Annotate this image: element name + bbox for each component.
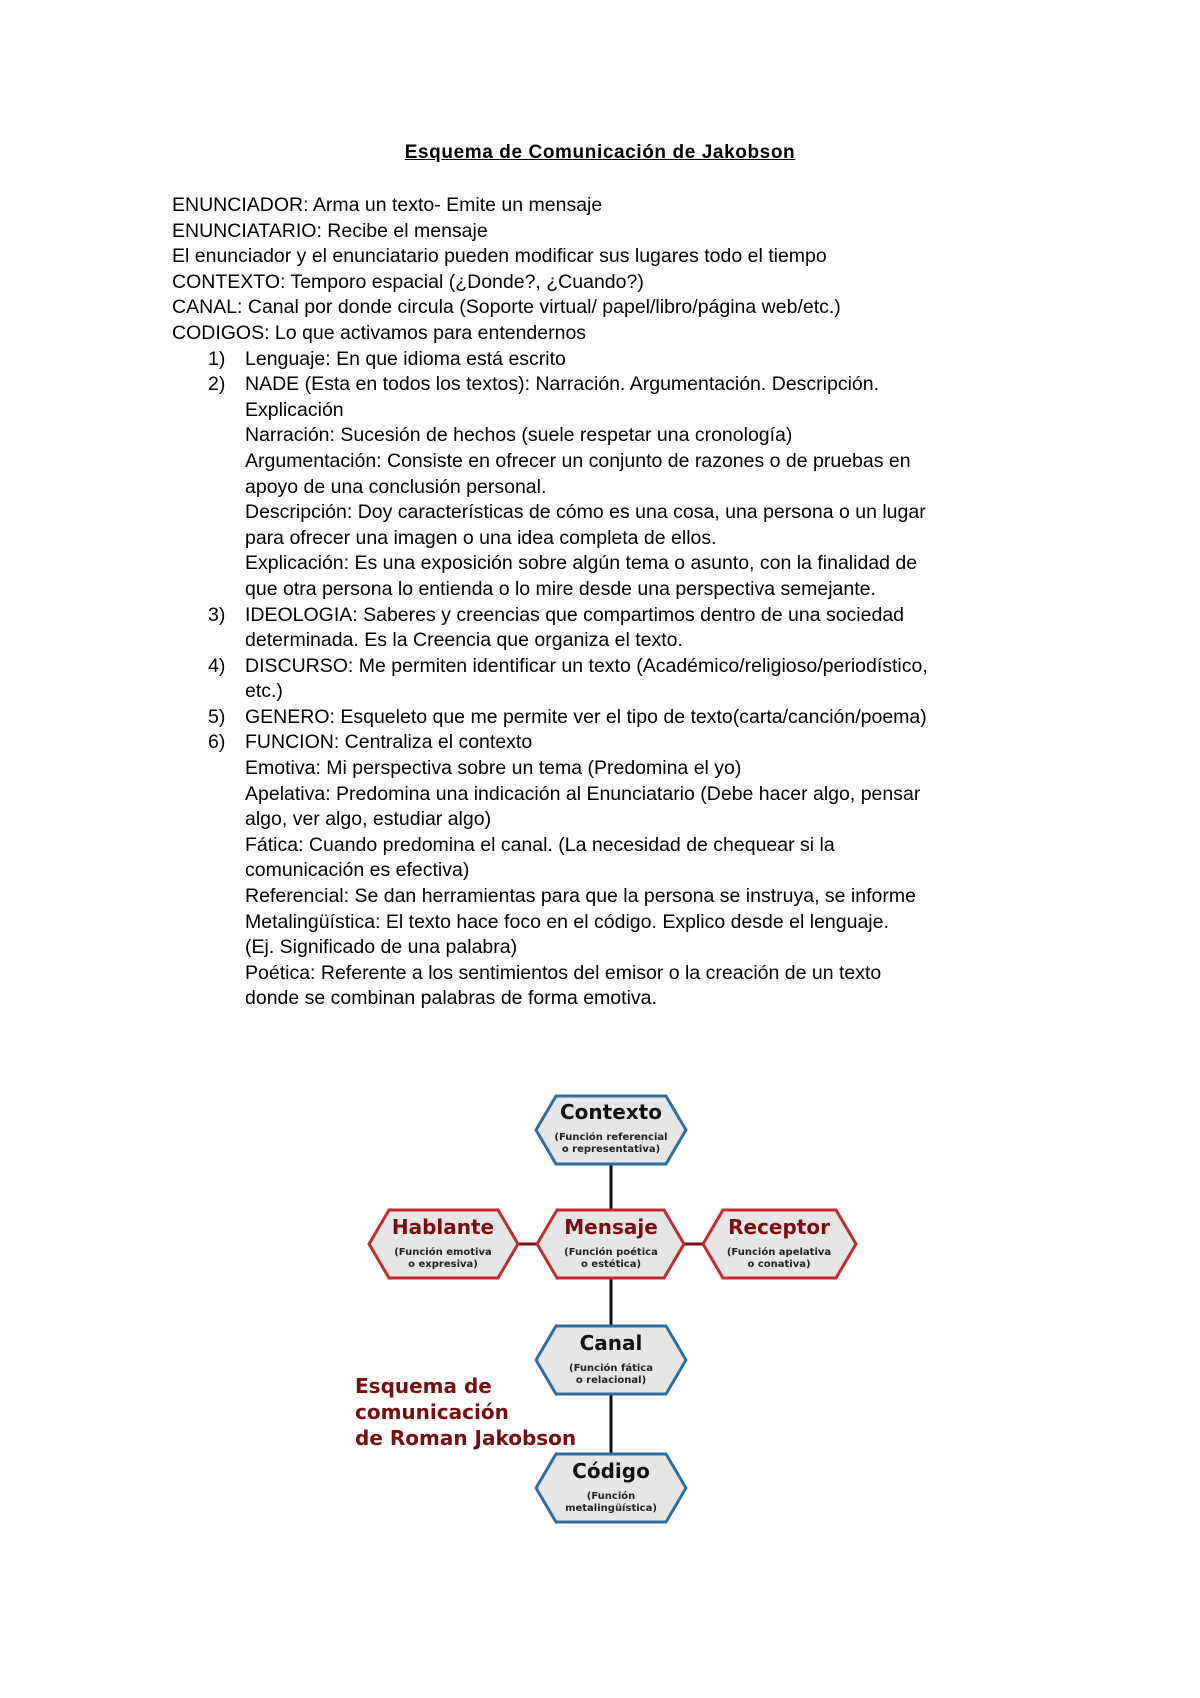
intro-line: CONTEXTO: Temporo espacial (¿Donde?, ¿Cuando?) [172, 270, 644, 293]
list-line: NADE (Esta en todos los textos): Narración. Argumentación. Descripción. [245, 373, 880, 396]
list-line: (Ej. Significado de una palabra) [245, 936, 518, 959]
list-number: 2) [208, 373, 226, 396]
mensaje-sub2: o estética) [580, 1259, 642, 1270]
diagram-caption [355, 1373, 576, 1451]
node-codigo [536, 1454, 686, 1522]
list-line: algo, ver algo, estudiar algo) [245, 808, 492, 831]
codigo-sub1: (Función [586, 1491, 636, 1502]
intro-line: El enunciador y el enunciatario pueden modificar sus lugares todo el tiempo [172, 245, 827, 268]
intro-line: CODIGOS: Lo que activamos para entendernos [172, 321, 587, 344]
list-number: 6) [208, 731, 226, 754]
contexto-sub1: (Función referencial [554, 1132, 668, 1143]
codigo-sub2: metalingüística) [565, 1503, 657, 1514]
node-mensaje [537, 1210, 684, 1278]
list-line: Poética: Referente a los sentimientos del emisor o la creación de un texto [245, 961, 882, 984]
receptor-sub2: o conativa) [747, 1259, 811, 1270]
list-line: que otra persona lo entienda o lo mire desde una perspectiva semejante. [245, 577, 876, 600]
list-number: 3) [208, 603, 226, 626]
list-line: Narración: Sucesión de hechos (suele respetar una cronología) [245, 424, 793, 447]
list-line: IDEOLOGIA: Saberes y creencias que compartimos dentro de una sociedad [245, 603, 905, 626]
receptor-sub1: (Función apelativa [726, 1247, 832, 1258]
hablante-title: Hablante [391, 1215, 495, 1239]
intro-line: ENUNCIATARIO: Recibe el mensaje [172, 219, 488, 242]
list-line: GENERO: Esqueleto que me permite ver el tipo de texto(carta/canción/poema) [245, 705, 927, 728]
contexto-sub2: o representativa) [561, 1144, 661, 1155]
canal-sub1: (Función fática [569, 1363, 653, 1374]
list-line: apoyo de una conclusión personal. [245, 475, 547, 498]
list-line: donde se combinan palabras de forma emotiva. [245, 987, 657, 1010]
receptor-title: Receptor [728, 1215, 830, 1239]
list-line: Metalingüística: El texto hace foco en el código. Explico desde el lenguaje. [245, 910, 889, 933]
node-contexto [536, 1096, 686, 1164]
canal-title: Canal [579, 1331, 643, 1355]
list-line: Explicación: Es una exposición sobre algún tema o asunto, con la finalidad de [245, 552, 918, 575]
node-receptor [703, 1210, 856, 1278]
list-line: Descripción: Doy características de cómo es una cosa, una persona o un lugar [245, 501, 926, 524]
list-line: DISCURSO: Me permiten identificar un texto (Académico/religioso/periodístico, [245, 654, 928, 677]
hablante-sub1: (Función emotiva [394, 1247, 492, 1258]
list-line: para ofrecer una imagen o una idea completa de ellos. [245, 526, 717, 549]
mensaje-title: Mensaje [564, 1215, 658, 1239]
mensaje-sub1: (Función poética [564, 1247, 658, 1258]
list-line: Argumentación: Consiste en ofrecer un conjunto de razones o de pruebas en [245, 449, 911, 472]
list-line: FUNCION: Centraliza el contexto [245, 731, 533, 754]
caption-line: comunicación [355, 1400, 509, 1424]
hablante-sub2: o expresiva) [408, 1259, 478, 1270]
list-line: Referencial: Se dan herramientas para que la persona se instruya, se informe [245, 885, 916, 908]
codigo-title: Código [572, 1459, 650, 1483]
list-number: 5) [208, 705, 226, 728]
intro-line: ENUNCIADOR: Arma un texto- Emite un mensaje [172, 194, 603, 216]
list-number: 4) [208, 654, 226, 677]
list-line: Fática: Cuando predomina el canal. (La necesidad de chequear si la [245, 833, 835, 856]
list-line: Apelativa: Predomina una indicación al Enunciatario (Debe hacer algo, pensar [245, 782, 921, 805]
canal-sub2: o relacional) [575, 1375, 647, 1386]
contexto-title: Contexto [560, 1100, 662, 1124]
caption-line: de Roman Jakobson [355, 1426, 577, 1450]
list-line: Lenguaje: En que idioma está escrito [245, 347, 566, 370]
list-number: 1) [208, 347, 226, 370]
node-hablante [369, 1210, 518, 1278]
caption-line: Esquema de [355, 1374, 492, 1398]
intro-line: CANAL: Canal por donde circula (Soporte virtual/ papel/libro/página web/etc.) [172, 296, 841, 319]
list-line: etc.) [245, 680, 283, 703]
list-line: Explicación [245, 398, 344, 421]
list-line: Emotiva: Mi perspectiva sobre un tema (Predomina el yo) [245, 757, 742, 780]
page-title: Esquema de Comunicación de Jakobson [404, 142, 796, 163]
list-line: determinada. Es la Creencia que organiza el texto. [245, 629, 683, 652]
list-line: comunicación es efectiva) [245, 859, 470, 882]
